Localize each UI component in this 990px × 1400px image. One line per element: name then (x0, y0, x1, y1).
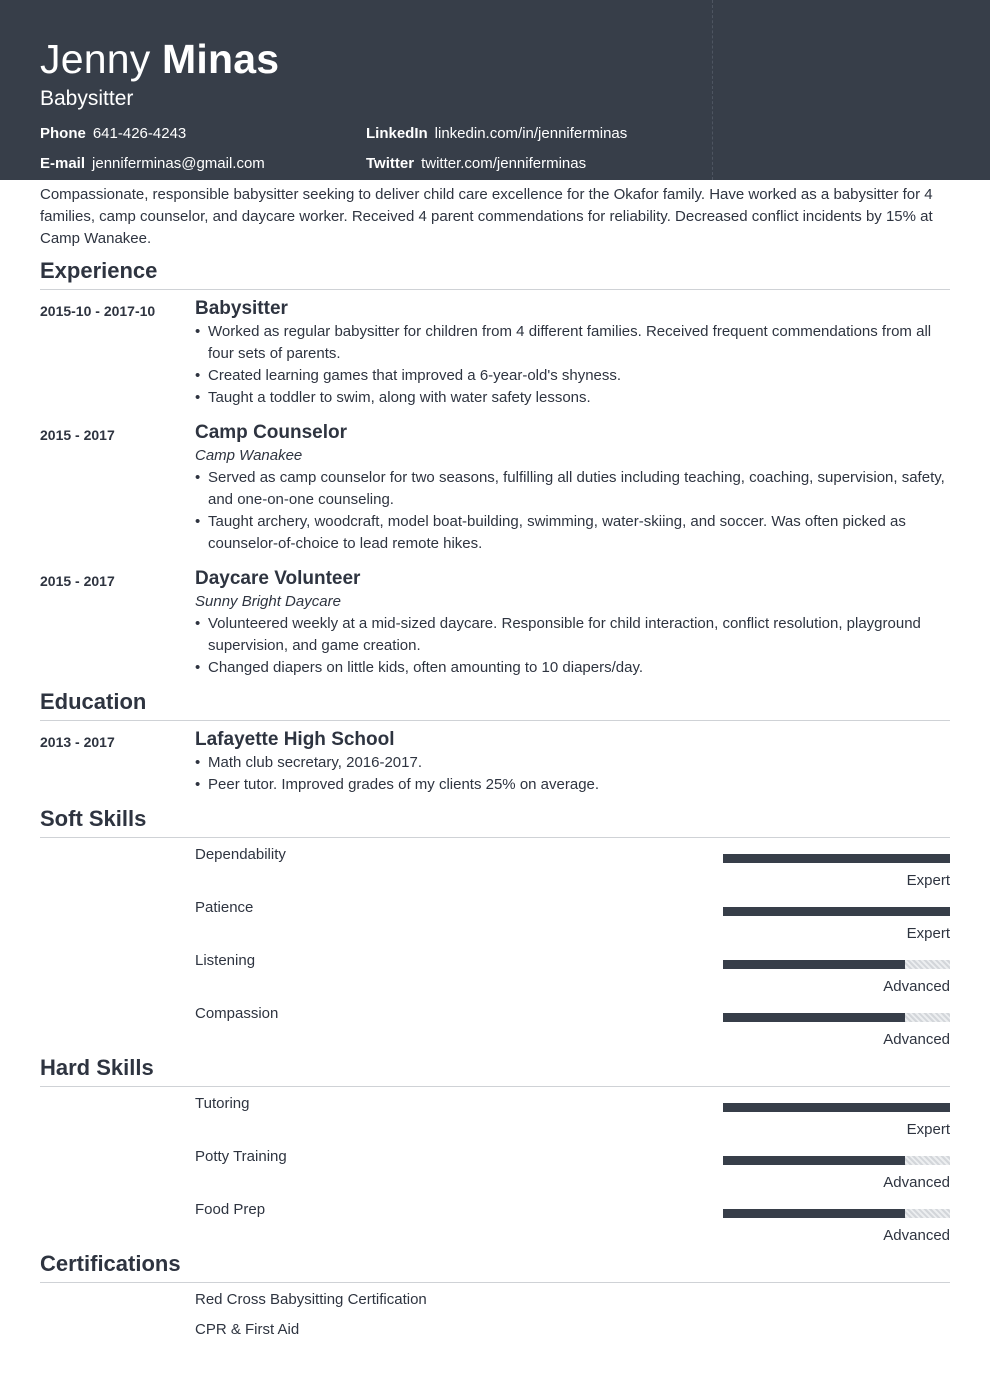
contact-label: LinkedIn (366, 125, 428, 142)
skill-level-fill (723, 907, 950, 916)
contact-twitter (366, 155, 586, 173)
contact-label: Twitter (366, 155, 415, 172)
entry-date: 2015-10 - 2017-10 (40, 303, 156, 319)
education-heading: Education (40, 689, 950, 721)
skill-level-label: Expert (906, 1121, 950, 1138)
bullet-item: • Served as camp counselor for two seasons, fulfilling all duties including teaching, coaching, supervision, safety, and one-on-one counseling. (195, 467, 950, 511)
resume-header (0, 0, 990, 180)
skill-level-label: Advanced (883, 1227, 950, 1244)
experience-heading: Experience (40, 258, 950, 290)
skill-level-bar (723, 1103, 950, 1112)
skill-level-bar (723, 960, 950, 969)
certification-item: CPR & First Aid (195, 1321, 300, 1338)
bullet-item: • Peer tutor. Improved grades of my clients 25% on average. (195, 774, 950, 796)
first-name: Jenny (40, 36, 151, 82)
contact-label: E-mail (40, 155, 86, 172)
entry-bullets (195, 321, 950, 409)
skill-row (195, 846, 950, 896)
skill-level-bar (723, 907, 950, 916)
bullet-item: • Created learning games that improved a 6-year-old's shyness. (195, 365, 950, 387)
skill-level-fill (723, 1156, 905, 1165)
bullet-item: • Taught a toddler to swim, along with water safety lessons. (195, 387, 950, 409)
entry-bullets (195, 613, 950, 679)
job-title: Babysitter (40, 87, 134, 110)
entry-bullets (195, 467, 950, 555)
bullet-item: • Worked as regular babysitter for children from 4 different families. Received frequent commendations from all four sets of parents. (195, 321, 950, 365)
skill-level-bar (723, 1156, 950, 1165)
bullet-item: • Math club secretary, 2016-2017. (195, 752, 950, 774)
skill-level-fill (723, 1103, 950, 1112)
contact-linkedin (366, 125, 627, 143)
skill-row (195, 1201, 950, 1251)
last-name: Minas (162, 36, 280, 82)
skill-level-fill (723, 854, 950, 863)
skill-row (195, 1005, 950, 1055)
phone-value[interactable]: 641-426-4243 (92, 125, 187, 142)
skill-row (195, 1148, 950, 1198)
skill-row (195, 899, 950, 949)
skill-level-bar (723, 854, 950, 863)
skill-level-label: Advanced (883, 1174, 950, 1191)
entry-date: 2015 - 2017 (40, 427, 115, 443)
skill-level-bar (723, 1013, 950, 1022)
entry-date: 2013 - 2017 (40, 734, 115, 750)
entry-role: Daycare Volunteer (195, 568, 361, 589)
header-divider (712, 0, 713, 180)
skill-row (195, 952, 950, 1002)
contact-label: Phone (40, 125, 86, 142)
school-name: Lafayette High School (195, 729, 395, 750)
certifications-heading: Certifications (40, 1251, 950, 1283)
entry-date: 2015 - 2017 (40, 573, 115, 589)
skill-name: Dependability (195, 846, 286, 863)
bullet-item: • Changed diapers on little kids, often amounting to 10 diapers/day. (195, 657, 950, 679)
contact-phone (40, 125, 186, 143)
skill-level-bar (723, 1209, 950, 1218)
entry-role: Camp Counselor (195, 422, 348, 443)
professional-summary: Compassionate, responsible babysitter seeking to deliver child care excellence for the Okafor family. Have worked as a babysitter for 4 families, camp counselor, and daycare worker. Received 4 parent commendations for reliability. Decreased conflict incidents by 15% at Camp Wanakee. (40, 186, 933, 247)
entry-bullets (195, 752, 950, 796)
soft-skills-heading: Soft Skills (40, 806, 950, 838)
skill-level-fill (723, 960, 905, 969)
bullet-item: • Volunteered weekly at a mid-sized daycare. Responsible for child interaction, conflict resolution, playground supervision, and game creation. (195, 613, 950, 657)
skill-name: Food Prep (195, 1201, 266, 1218)
skill-level-label: Advanced (883, 1031, 950, 1048)
certification-item: Red Cross Babysitting Certification (195, 1291, 427, 1308)
linkedin-link[interactable]: linkedin.com/in/jenniferminas (434, 125, 628, 142)
entry-role: Babysitter (195, 298, 288, 319)
entry-organization: Sunny Bright Daycare (195, 593, 341, 610)
email-link[interactable]: jenniferminas@gmail.com (92, 155, 265, 172)
contact-email (40, 155, 265, 173)
skill-level-fill (723, 1013, 905, 1022)
skill-name: Listening (195, 952, 256, 969)
skill-name: Compassion (195, 1005, 279, 1022)
skill-level-fill (723, 1209, 905, 1218)
skill-name: Tutoring (195, 1095, 250, 1112)
skill-level-label: Expert (906, 872, 950, 889)
skill-level-label: Advanced (883, 978, 950, 995)
skill-row (195, 1095, 950, 1145)
twitter-link[interactable]: twitter.com/jenniferminas (421, 155, 587, 172)
candidate-name (40, 36, 279, 82)
skill-name: Potty Training (195, 1148, 287, 1165)
entry-organization: Camp Wanakee (195, 447, 303, 464)
hard-skills-heading: Hard Skills (40, 1055, 950, 1087)
skill-name: Patience (195, 899, 254, 916)
bullet-item: • Taught archery, woodcraft, model boat-building, swimming, water-skiing, and soccer. Was often picked as counselor-of-choice to lead remote hikes. (195, 511, 950, 555)
skill-level-label: Expert (906, 925, 950, 942)
